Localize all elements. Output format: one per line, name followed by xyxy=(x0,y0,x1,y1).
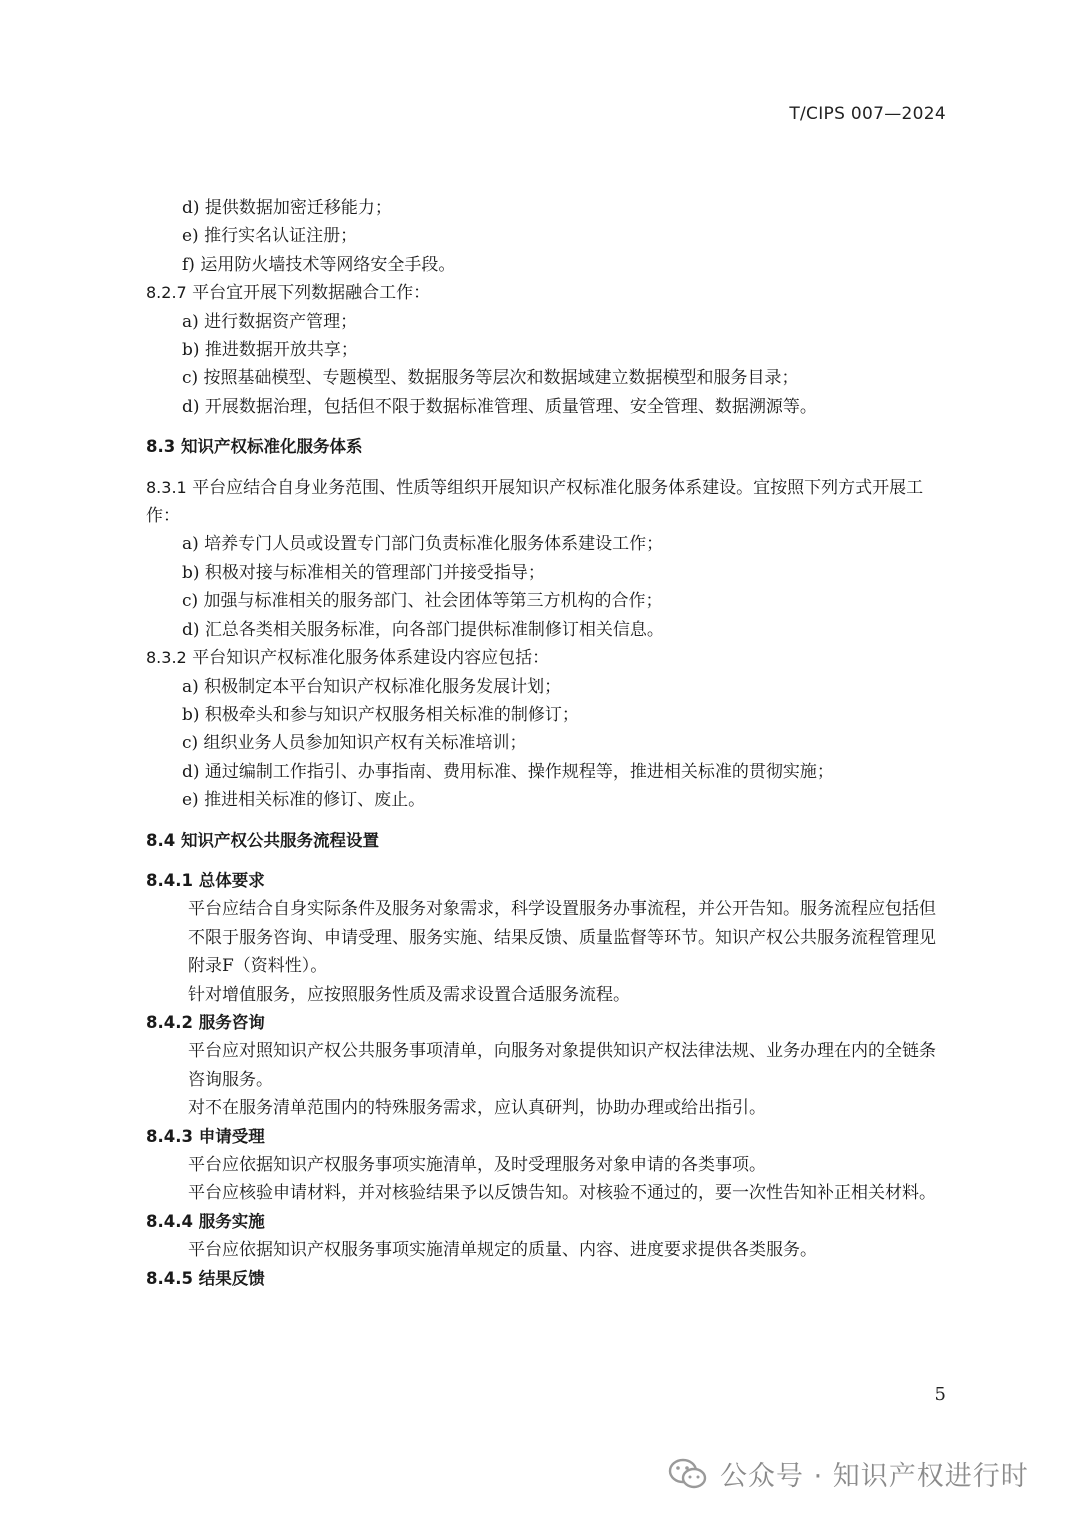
list-item: a) 进行数据资产管理； xyxy=(182,311,358,332)
subheading-8-4-1 xyxy=(146,867,946,895)
subheading-number: 8.4.5 xyxy=(146,1268,193,1288)
subheading-8-4-4 xyxy=(146,1208,946,1236)
section-number: 8.3 xyxy=(146,437,176,457)
paragraph: 针对增值服务，应按照服务性质及需求设置合适服务流程。 xyxy=(188,984,630,1005)
section-number: 8.4 xyxy=(146,830,176,850)
clause-number: 8.2.7 xyxy=(146,283,187,303)
paragraph: 平台应核验申请材料，并对核验结果予以反馈告知。对核验不通过的，要一次性告知补正相关材料。 xyxy=(188,1183,936,1204)
list-item: d) 通过编制工作指引、办事指南、费用标准、操作规程等，推进相关标准的贯彻实施； xyxy=(182,761,834,782)
list-item: d) 提供数据加密迁移能力； xyxy=(182,198,392,218)
subheading-number: 8.4.1 xyxy=(146,870,193,890)
list-item: c) 按照基础模型、专题模型、数据服务等层次和数据域建立数据模型和服务目录； xyxy=(182,368,799,389)
clause-text: 平台应结合自身业务范围、性质等组织开展知识产权标准化服务体系建设。宜按照下列方式开展工作： xyxy=(146,477,924,527)
subheading-8-4-3 xyxy=(146,1123,946,1151)
subheading-title: 服务实施 xyxy=(198,1211,265,1231)
subheading-number: 8.4.4 xyxy=(146,1211,193,1231)
clause-number: 8.3.2 xyxy=(146,648,187,668)
paragraph: 平台应依据知识产权服务事项实施清单规定的质量、内容、进度要求提供各类服务。 xyxy=(188,1240,817,1261)
clause-text: 平台知识产权标准化服务体系建设内容应包括： xyxy=(192,648,550,669)
list-item: a) 积极制定本平台知识产权标准化服务发展计划； xyxy=(182,676,562,697)
subheading-title: 申请受理 xyxy=(198,1126,265,1146)
subheading-8-4-5 xyxy=(146,1265,946,1293)
paragraph: 对不在服务清单范围内的特殊服务需求，应认真研判，协助办理或给出指引。 xyxy=(188,1098,766,1119)
list-item: b) 积极对接与标准相关的管理部门并接受指导； xyxy=(182,562,545,583)
wechat-icon xyxy=(668,1457,708,1491)
wechat-watermark xyxy=(668,1454,1029,1493)
section-heading-8-4 xyxy=(146,827,946,855)
clause-number: 8.3.1 xyxy=(146,477,187,497)
section-heading-8-3 xyxy=(146,433,946,461)
page-number: 5 xyxy=(934,1384,946,1405)
subheading-title: 结果反馈 xyxy=(198,1268,265,1288)
list-item: f) 运用防火墙技术等网络安全手段。 xyxy=(182,254,456,275)
paragraph: 平台应结合自身实际条件及服务对象需求，科学设置服务办事流程，并公开告知。服务流程应包括但不限于服务咨询、申请受理、服务实施、结果反馈、质量监督等环节。知识产权公共服务流程管理见附录F（资料性）。 xyxy=(188,899,936,977)
section-title: 知识产权公共服务流程设置 xyxy=(180,830,379,850)
list-item: e) 推进相关标准的修订、废止。 xyxy=(182,790,426,811)
list-item: b) 积极牵头和参与知识产权服务相关标准的制修订； xyxy=(182,704,579,725)
clause-8-3-2 xyxy=(146,644,946,672)
list-item: e) 推行实名认证注册； xyxy=(182,226,358,247)
list-item: d) 开展数据治理，包括但不限于数据标准管理、质量管理、安全管理、数据溯源等。 xyxy=(182,396,817,417)
clause-8-2-7 xyxy=(146,279,946,307)
subheading-8-4-2 xyxy=(146,1009,946,1037)
watermark-text: 公众号 · 知识产权进行时 xyxy=(720,1461,1029,1492)
clause-text: 平台宜开展下列数据融合工作： xyxy=(192,283,431,304)
subheading-title: 总体要求 xyxy=(198,870,265,890)
paragraph: 平台应对照知识产权公共服务事项清单，向服务对象提供知识产权法律法规、业务办理在内的全链条咨询服务。 xyxy=(188,1041,936,1090)
list-item: d) 汇总各类相关服务标准，向各部门提供标准制修订相关信息。 xyxy=(182,619,664,640)
page-body xyxy=(146,194,946,1293)
list-item: c) 组织业务人员参加知识产权有关标准培训； xyxy=(182,733,527,754)
section-title: 知识产权标准化服务体系 xyxy=(180,437,363,457)
subheading-number: 8.4.3 xyxy=(146,1126,193,1146)
list-item: c) 加强与标准相关的服务部门、社会团体等第三方机构的合作； xyxy=(182,591,663,612)
list-item: b) 推进数据开放共享； xyxy=(182,340,358,361)
clause-8-3-1 xyxy=(146,474,946,531)
subheading-number: 8.4.2 xyxy=(146,1012,193,1032)
list-item: a) 培养专门人员或设置专门部门负责标准化服务体系建设工作； xyxy=(182,534,664,555)
paragraph: 平台应依据知识产权服务事项实施清单，及时受理服务对象申请的各类事项。 xyxy=(188,1155,766,1175)
subheading-title: 服务咨询 xyxy=(198,1012,265,1032)
standard-code: T/CIPS 007—2024 xyxy=(789,104,946,124)
